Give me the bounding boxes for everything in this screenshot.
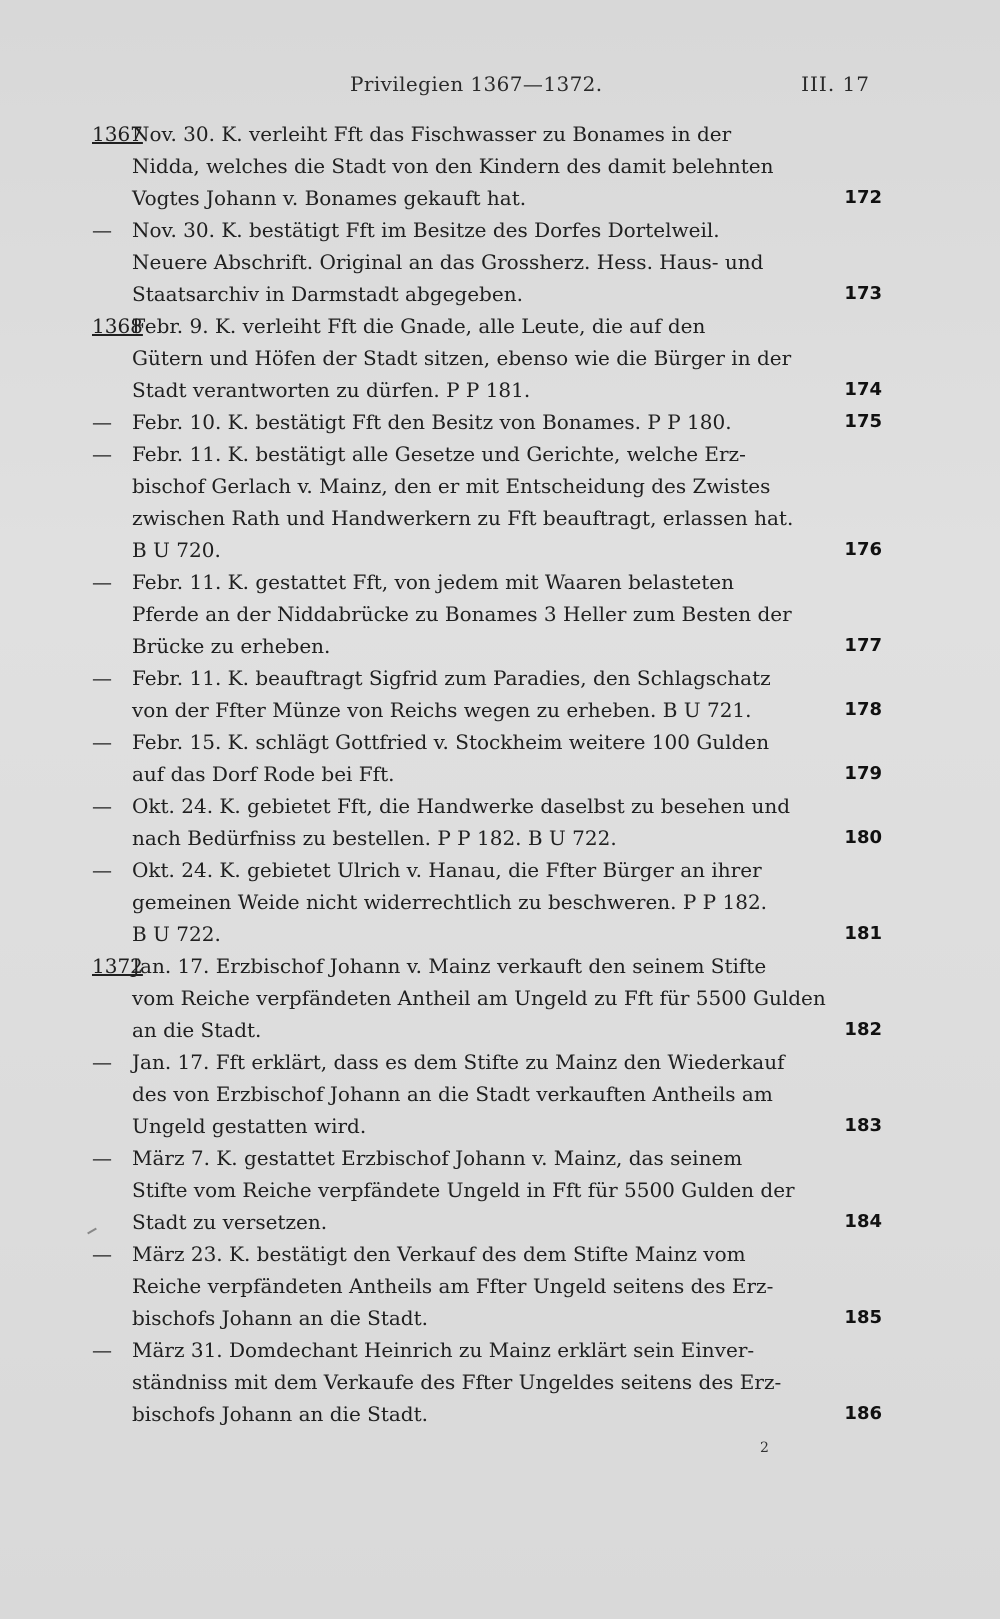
entry-line bbox=[92, 982, 882, 1014]
regest-entry bbox=[92, 726, 882, 790]
chapter-page-number: III. 17 bbox=[801, 72, 870, 96]
entry-number: 174 bbox=[844, 379, 882, 400]
entry-line bbox=[92, 1014, 882, 1046]
running-header bbox=[350, 72, 870, 112]
entry-text: März 23. K. bestätigt den Verkauf des dem Stifte Mainz vom bbox=[132, 1242, 746, 1266]
entry-text: des von Erzbischof Johann an die Stadt verkauften Antheils am bbox=[132, 1082, 773, 1106]
entry-text: Ungeld gestatten wird. bbox=[132, 1114, 367, 1138]
entry-text: B U 720. bbox=[132, 538, 221, 562]
regest-entry bbox=[92, 214, 882, 310]
entry-dash: — bbox=[92, 410, 112, 434]
regest-entry bbox=[92, 1046, 882, 1142]
regest-entry bbox=[92, 438, 882, 566]
entry-dash: — bbox=[92, 442, 112, 466]
entry-text: Reiche verpfändeten Antheils am Ffter Ungeld seitens des Erz- bbox=[132, 1274, 774, 1298]
entry-text: Febr. 11. K. gestattet Fft, von jedem mit Waaren belasteten bbox=[132, 570, 735, 594]
entry-line bbox=[92, 598, 882, 630]
entry-dash: — bbox=[92, 1146, 112, 1170]
entry-line bbox=[92, 1206, 882, 1238]
entry-text: Febr. 11. K. beauftragt Sigfrid zum Paradies, den Schlagschatz bbox=[132, 666, 771, 690]
regest-entry bbox=[92, 662, 882, 726]
entry-dash: — bbox=[92, 1242, 112, 1266]
regest-entry bbox=[92, 406, 882, 438]
entry-line bbox=[92, 182, 882, 214]
entry-line bbox=[92, 630, 882, 662]
entry-number: 182 bbox=[844, 1019, 882, 1040]
entry-text: Pferde an der Niddabrücke zu Bonames 3 Heller zum Besten der bbox=[132, 602, 792, 626]
entry-dash: — bbox=[92, 1338, 112, 1362]
regesta-list bbox=[92, 118, 882, 1453]
entry-line bbox=[92, 726, 882, 758]
entry-text: vom Reiche verpfändeten Antheil am Ungeld zu Fft für 5500 Gulden bbox=[132, 986, 826, 1010]
entry-dash: — bbox=[92, 730, 112, 754]
entry-line bbox=[92, 918, 882, 950]
entry-text: März 7. K. gestattet Erzbischof Johann v. Mainz, das seinem bbox=[132, 1146, 743, 1170]
entry-line bbox=[92, 854, 882, 886]
entry-number: 185 bbox=[844, 1307, 882, 1328]
entry-text: zwischen Rath und Handwerkern zu Fft beauftragt, erlassen hat. bbox=[132, 506, 794, 530]
entry-number: 175 bbox=[844, 411, 882, 432]
entry-line bbox=[92, 1302, 882, 1334]
entry-dash: — bbox=[92, 666, 112, 690]
entry-text: bischofs Johann an die Stadt. bbox=[132, 1402, 429, 1426]
entry-line bbox=[92, 342, 882, 374]
regest-entry bbox=[92, 566, 882, 662]
entry-number: 180 bbox=[844, 827, 882, 848]
entry-number: 184 bbox=[844, 1211, 882, 1232]
entry-line bbox=[92, 1110, 882, 1142]
entry-text: Nidda, welches die Stadt von den Kindern des damit belehnten bbox=[132, 154, 774, 178]
entry-number: 179 bbox=[844, 763, 882, 784]
entry-number: 173 bbox=[844, 283, 882, 304]
entry-line bbox=[92, 1334, 882, 1366]
entry-line bbox=[92, 374, 882, 406]
signature-mark: 2 bbox=[760, 1440, 769, 1456]
regest-entry bbox=[92, 950, 882, 1046]
entry-text: nach Bedürfniss zu bestellen. P P 182. B U 722. bbox=[132, 826, 617, 850]
entry-text: März 31. Domdechant Heinrich zu Mainz erklärt sein Einver- bbox=[132, 1338, 755, 1362]
entry-number: 181 bbox=[844, 923, 882, 944]
entry-text: Febr. 9. K. verleiht Fft die Gnade, alle Leute, die auf den bbox=[132, 314, 706, 338]
entry-line bbox=[92, 950, 882, 982]
entry-line bbox=[92, 1398, 882, 1430]
entry-line bbox=[92, 1174, 882, 1206]
entry-number: 177 bbox=[844, 635, 882, 656]
entry-line bbox=[92, 214, 882, 246]
entry-line bbox=[92, 758, 882, 790]
entry-line bbox=[92, 1046, 882, 1078]
entry-text: Gütern und Höfen der Stadt sitzen, ebenso wie die Bürger in der bbox=[132, 346, 792, 370]
entry-number: 186 bbox=[844, 1403, 882, 1424]
entry-line bbox=[92, 662, 882, 694]
entry-line bbox=[92, 278, 882, 310]
entry-text: an die Stadt. bbox=[132, 1018, 262, 1042]
regest-entry bbox=[92, 854, 882, 950]
page-title: Privilegien 1367—1372. bbox=[350, 72, 603, 96]
entry-line bbox=[92, 886, 882, 918]
entry-line bbox=[92, 694, 882, 726]
entry-text: Febr. 10. K. bestätigt Fft den Besitz von Bonames. P P 180. bbox=[132, 410, 732, 434]
entry-text: Stifte vom Reiche verpfändete Ungeld in Fft für 5500 Gulden der bbox=[132, 1178, 795, 1202]
entry-text: gemeinen Weide nicht widerrechtlich zu beschweren. P P 182. bbox=[132, 890, 768, 914]
entry-line bbox=[92, 406, 882, 438]
entry-line bbox=[92, 118, 882, 150]
entry-text: Neuere Abschrift. Original an das Grossherz. Hess. Haus- und bbox=[132, 250, 764, 274]
entry-dash: — bbox=[92, 218, 112, 242]
regest-entry bbox=[92, 118, 882, 214]
entry-text: Jan. 17. Fft erklärt, dass es dem Stifte zu Mainz den Wiederkauf bbox=[132, 1050, 785, 1074]
regest-entry bbox=[92, 1238, 882, 1334]
entry-text: ständniss mit dem Verkaufe des Ffter Ungeldes seitens des Erz- bbox=[132, 1370, 782, 1394]
entry-text: Stadt zu versetzen. bbox=[132, 1210, 328, 1234]
entry-dash: — bbox=[92, 858, 112, 882]
entry-text: Okt. 24. K. gebietet Ulrich v. Hanau, die Ffter Bürger an ihrer bbox=[132, 858, 762, 882]
entry-text: Okt. 24. K. gebietet Fft, die Handwerke daselbst zu besehen und bbox=[132, 794, 791, 818]
entry-number: 183 bbox=[844, 1115, 882, 1136]
entry-text: Febr. 11. K. bestätigt alle Gesetze und Gerichte, welche Erz- bbox=[132, 442, 746, 466]
entry-line bbox=[92, 470, 882, 502]
entry-text: Stadt verantworten zu dürfen. P P 181. bbox=[132, 378, 531, 402]
entry-dash: — bbox=[92, 794, 112, 818]
entry-line bbox=[92, 310, 882, 342]
entry-line bbox=[92, 150, 882, 182]
entry-line bbox=[92, 502, 882, 534]
entry-year: 1367 bbox=[92, 122, 143, 146]
entry-year: 1372 bbox=[92, 954, 143, 978]
entry-text: von der Ffter Münze von Reichs wegen zu erheben. B U 721. bbox=[132, 698, 752, 722]
entry-line bbox=[92, 790, 882, 822]
entry-line bbox=[92, 1142, 882, 1174]
entry-line bbox=[92, 1238, 882, 1270]
entry-text: Staatsarchiv in Darmstadt abgegeben. bbox=[132, 282, 523, 306]
entry-text: B U 722. bbox=[132, 922, 221, 946]
entry-text: Nov. 30. K. verleiht Fft das Fischwasser zu Bonames in der bbox=[132, 122, 732, 146]
entry-text: Vogtes Johann v. Bonames gekauft hat. bbox=[132, 186, 527, 210]
entry-number: 172 bbox=[844, 187, 882, 208]
entry-line bbox=[92, 1078, 882, 1110]
entry-text: auf das Dorf Rode bei Fft. bbox=[132, 762, 395, 786]
entry-text: bischofs Johann an die Stadt. bbox=[132, 1306, 429, 1330]
entry-text: Brücke zu erheben. bbox=[132, 634, 331, 658]
entry-dash: — bbox=[92, 1050, 112, 1074]
entry-line bbox=[92, 1366, 882, 1398]
entry-year: 1368 bbox=[92, 314, 143, 338]
entry-line bbox=[92, 822, 882, 854]
entry-number: 178 bbox=[844, 699, 882, 720]
entry-line bbox=[92, 534, 882, 566]
regest-entry bbox=[92, 1142, 882, 1238]
entry-text: Febr. 15. K. schlägt Gottfried v. Stockheim weitere 100 Gulden bbox=[132, 730, 770, 754]
regest-entry bbox=[92, 1334, 882, 1430]
entry-text: Nov. 30. K. bestätigt Fft im Besitze des Dorfes Dortelweil. bbox=[132, 218, 720, 242]
entry-text: bischof Gerlach v. Mainz, den er mit Entscheidung des Zwistes bbox=[132, 474, 771, 498]
entry-line bbox=[92, 1270, 882, 1302]
entry-text: Jan. 17. Erzbischof Johann v. Mainz verkauft den seinem Stifte bbox=[132, 954, 767, 978]
entry-line bbox=[92, 438, 882, 470]
regest-entry bbox=[92, 310, 882, 406]
entry-dash: — bbox=[92, 570, 112, 594]
entry-line bbox=[92, 246, 882, 278]
entry-line bbox=[92, 566, 882, 598]
regest-entry bbox=[92, 790, 882, 854]
entry-number: 176 bbox=[844, 539, 882, 560]
